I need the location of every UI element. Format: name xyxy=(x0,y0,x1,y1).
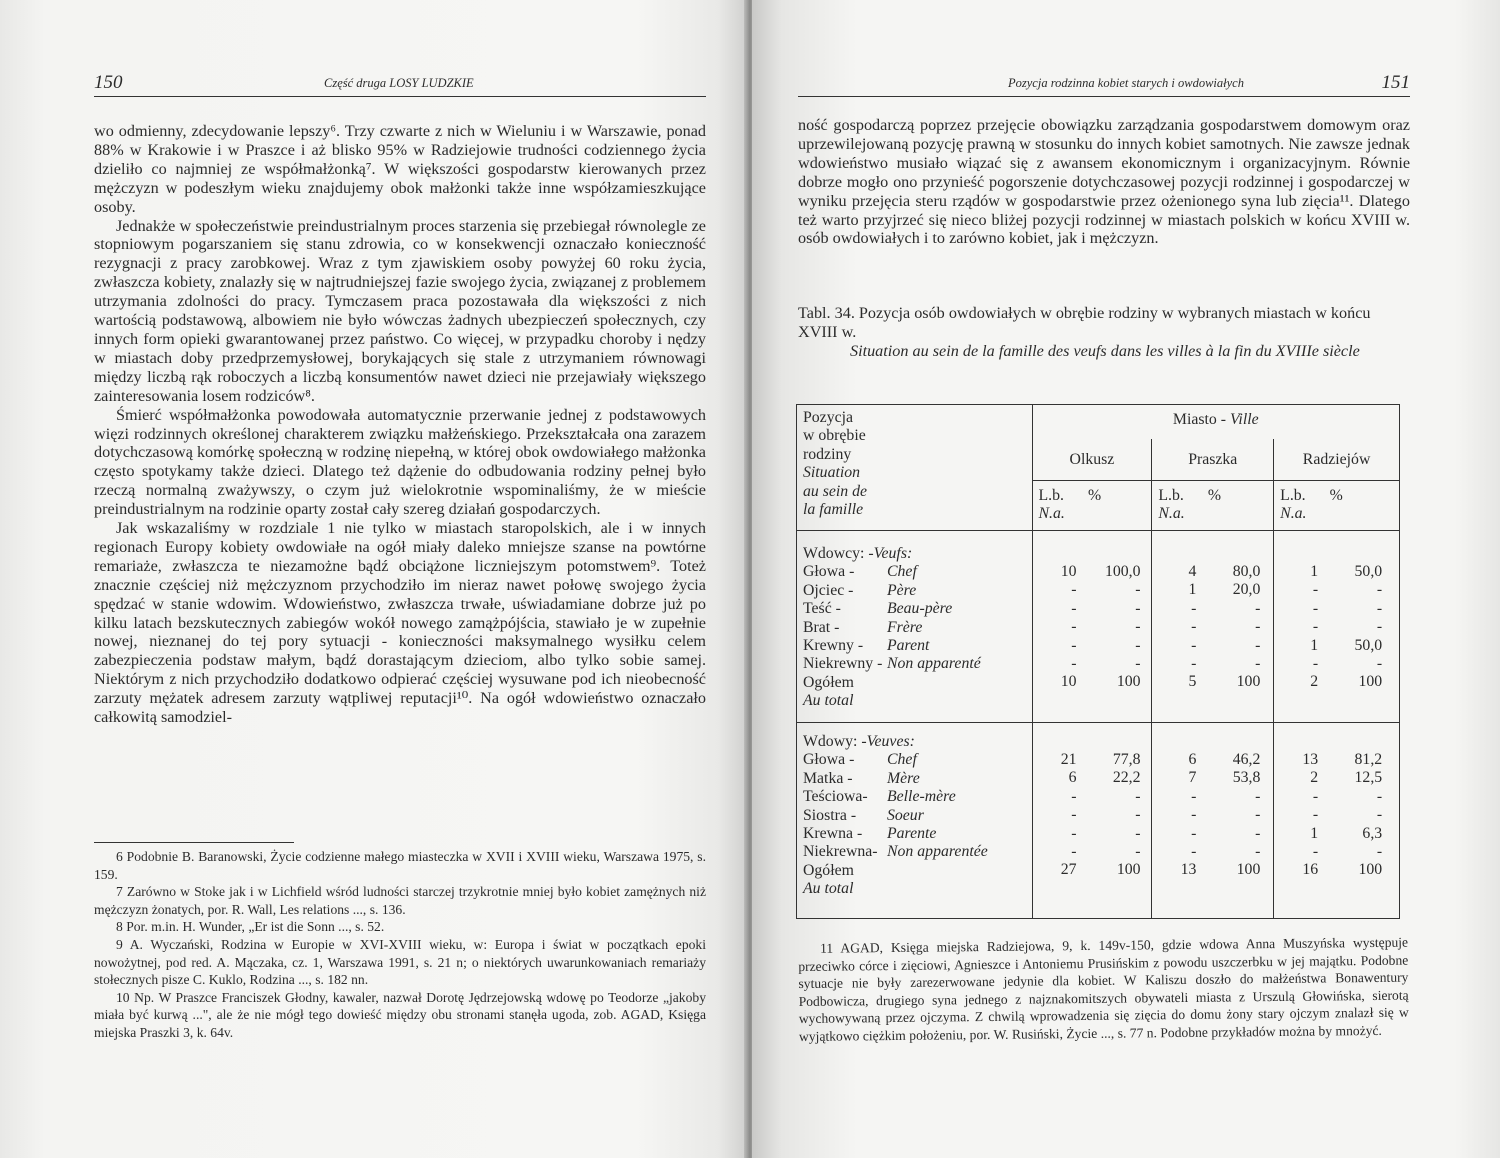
na-label: N.a. xyxy=(1038,505,1065,523)
row-label-pl: Matka - xyxy=(803,769,853,787)
lb-label: L.b. xyxy=(1280,487,1306,504)
city-header-pl: Miasto - xyxy=(1172,411,1230,428)
percent-value: 100 xyxy=(1116,861,1141,879)
row-label-fr: Non apparentée xyxy=(887,843,988,861)
paragraph: Jak wskazaliśmy w rozdziale 1 nie tylko w miastach staropolskich, ale i w innych regionach Europy kobiety owdowiałe na ogół miały daleko mniejsze szanse na powtórne remariaże, zwłaszcza te niezamożne bądź obciążone liczniejszym potomstwem⁹. Toteż znacznie częściej niż mężczyznom przychodziło im nieraz nawet połowę swojego życia spędzać w stanie wdowim. Wdowieństwo, zwłaszcza trwałe, uświadamiane dobrze już po kilku latach bezskutecznych zabiegów wokół nowego zamążpójścia, stawiało je w zupełnie nowej, nieznanej do tej pory sytuacji - konieczności maksymalnego wysiłku celem zabezpieczenia podstaw małym, bądź dorastającym dzieciom, albo tylko sobie samej. Niektórym z nich przychodziło dodatkowo odpierać częściej wysuwane pod ich nieobecność zarzuty mężatek adresem zarzuty wątpliwej reputacji¹⁰. Na ogół wdowieństwo oznaczało całkowitą samodziel- xyxy=(94,519,706,727)
row-label-fr: Père xyxy=(887,581,917,599)
count-value: - xyxy=(1071,654,1077,672)
value-row xyxy=(1152,581,1273,599)
percent-value: - xyxy=(1255,824,1261,842)
percent-value: - xyxy=(1376,806,1383,824)
row-label-fr: Parente xyxy=(887,825,937,843)
value-row xyxy=(1274,788,1399,806)
total-label-pl: Ogółem xyxy=(803,673,854,691)
header-line: Pozycja xyxy=(803,409,854,426)
subheader-olkusz xyxy=(1032,481,1152,531)
percent-value: - xyxy=(1135,581,1141,599)
left-footnotes xyxy=(94,848,706,1042)
percent-value: 100 xyxy=(1358,861,1383,879)
value-row xyxy=(1152,563,1273,581)
value-column xyxy=(1033,751,1152,880)
value-row xyxy=(1152,843,1273,861)
footnote: 6 Podobnie B. Baranowski, Życie codzienne małego miasteczka w XVII i XVIII wieku, Warszawa 1975, s. 159. xyxy=(94,849,706,882)
row-label xyxy=(803,751,1026,769)
value-column xyxy=(1274,563,1399,692)
table-caption-fr: Situation au sein de la famille des veufs dans les villes à la fin du XVIIIe siècle xyxy=(850,341,1360,360)
header-line: la famille xyxy=(803,501,864,519)
percent-value: 77,8 xyxy=(1112,751,1141,768)
value-row xyxy=(1033,563,1152,581)
row-label-fr: Chef xyxy=(887,563,917,581)
percent-value: 22,2 xyxy=(1112,769,1141,787)
table-34 xyxy=(796,404,1400,919)
na-label: N.a. xyxy=(1158,505,1185,523)
value-row xyxy=(1033,618,1152,636)
section-title-fr: Veuves: xyxy=(866,733,915,750)
olkusz-widowers xyxy=(1032,531,1152,723)
right-footnotes xyxy=(798,934,1409,1046)
count-value: - xyxy=(1191,636,1197,654)
table-caption xyxy=(798,304,1410,361)
count-value: - xyxy=(1071,599,1077,617)
percent-value: - xyxy=(1135,654,1141,672)
count-value: 5 xyxy=(1188,673,1197,691)
widows-labels xyxy=(797,723,1033,919)
row-label xyxy=(803,655,1026,673)
value-row xyxy=(1274,563,1399,581)
olkusz-widows xyxy=(1032,723,1152,919)
paragraph: wo odmienny, zdecydowanie lepszy⁶. Trzy czwarte z nich w Wieluniu i w Warszawie, ponad 88% w Krakowie i w Praszce i aż blisko 95% w Radziejowie trudności codziennego życia dzieliło co najmniej ze współmałżonką⁷. W większości gospodarstw kierowanych przez mężczyzn w podeszłym wieku znajdujemy obok małżonki także inne współzamieszkujące osoby. xyxy=(94,122,706,216)
footnote: 7 Zarówno w Stoke jak i w Lichfield wśród ludności starczej trzykrotnie mniej było kobiet zamężnych niż mężczyzn żonatych, por. R. Wall, Les relations ..., s. 136. xyxy=(94,884,706,917)
percent-value: 50,0 xyxy=(1354,636,1383,654)
section-title-pl: Wdowy: - xyxy=(803,733,867,750)
value-row xyxy=(1274,581,1399,599)
header-line: Situation xyxy=(803,464,861,482)
value-row xyxy=(1033,673,1152,691)
row-label xyxy=(803,807,1026,825)
pct-label: % xyxy=(1207,487,1221,504)
percent-value: - xyxy=(1135,824,1141,842)
value-row xyxy=(1152,600,1273,618)
footnote: 9 A. Wyczański, Rodzina w Europie w XVI-XVIII wieku, w: Europa i świat w początkach epoki nowożytnej, pod red. A. Mączaka, cz. 1, Warszawa 1991, s. 21 n; o niektórych uwarunkowaniach remariaży stołecznych pisze C. Kuklo, Rodzina ..., s. 182 nn. xyxy=(94,936,706,988)
value-column xyxy=(1033,563,1152,692)
count-value: 13 xyxy=(1180,861,1197,879)
value-row xyxy=(1033,806,1152,824)
percent-value: 12,5 xyxy=(1354,769,1383,787)
value-row xyxy=(1033,637,1152,655)
row-label-pl: Krewny - xyxy=(803,637,864,655)
paragraph: Jednakże w społeczeństwie preindustrialnym proces starzenia się przebiegał równolegle ze stopniowym pogarszaniem się stanu zdrowia, co w konsekwencji oznaczało konieczność rezygnacji z pracy zarobkowej. Wraz z tym zjawiskiem osoby powyżej 60 roku życia, zwłaszcza kobiety, znalazły się w najtrudniejszej fazie swojego życia, związanej z problemem utrzymania zdolności do pracy. Tymczasem praca pozostawała dla większości z nich wartością podstawową, albowiem nie było wówczas żadnych ubezpieczeń społecznych, czy innych form opieki gwarantowanej przez państwo. Co więcej, w przypadku choroby i nędzy w miastach doby przedprzemysłowej, borykających się stale z utrzymaniem równowagi między liczbą rąk roboczych a liczbą konsumentów nawet dzieci nie przejawiały większego zainteresowania losem rodziców⁸. xyxy=(94,216,706,405)
subheader-praszka xyxy=(1152,481,1274,531)
running-title: Pozycja rodzinna kobiet starych i owdowiałych xyxy=(1008,76,1244,90)
value-row xyxy=(1274,843,1399,861)
row-label-pl: Niekrewny - xyxy=(803,655,883,673)
count-value: - xyxy=(1191,654,1197,672)
section-title-fr: Veufs: xyxy=(873,545,913,562)
pct-label: % xyxy=(1087,487,1102,504)
count-value: 10 xyxy=(1060,563,1077,580)
percent-value: 46,2 xyxy=(1232,751,1261,768)
value-row xyxy=(1033,861,1152,879)
count-value: 1 xyxy=(1310,636,1319,654)
right-page xyxy=(752,0,1500,1158)
count-value: 1 xyxy=(1310,824,1319,842)
footnote: 8 Por. m.in. H. Wunder, „Er ist die Sonn ..., s. 52. xyxy=(116,919,385,935)
praszka-widows xyxy=(1152,723,1274,919)
value-row xyxy=(1274,825,1399,843)
count-value: 16 xyxy=(1302,861,1319,879)
percent-value: - xyxy=(1255,636,1261,654)
percent-value: 100 xyxy=(1236,861,1261,879)
row-label xyxy=(803,770,1026,788)
value-row xyxy=(1152,637,1273,655)
percent-value: - xyxy=(1255,787,1261,805)
running-title: Część druga LOSY LUDZKIE xyxy=(324,76,474,90)
percent-value: - xyxy=(1135,806,1141,824)
footnote-rule xyxy=(94,842,294,843)
value-row xyxy=(1152,673,1273,691)
count-value: - xyxy=(1071,618,1077,636)
row-label-pl: Teść - xyxy=(803,600,841,618)
row-label-pl: Głowa - xyxy=(803,563,855,581)
value-row xyxy=(1152,861,1273,879)
row-label-pl: Teściowa- xyxy=(803,788,868,806)
value-row xyxy=(1274,751,1399,769)
count-value: - xyxy=(1071,824,1077,842)
town-praszka: Praszka xyxy=(1152,439,1274,481)
percent-value: 53,8 xyxy=(1232,769,1261,787)
percent-value: - xyxy=(1376,581,1383,599)
total-label-pl: Ogółem xyxy=(803,861,854,879)
row-label xyxy=(803,619,1026,637)
count-value: 1 xyxy=(1310,563,1319,580)
row-label xyxy=(803,825,1026,843)
count-value: 4 xyxy=(1188,563,1197,580)
count-value: - xyxy=(1312,654,1319,672)
percent-value: 100 xyxy=(1236,673,1261,691)
count-value: - xyxy=(1312,599,1319,617)
row-label xyxy=(803,637,1026,655)
count-value: - xyxy=(1071,581,1077,599)
total-label-fr: Au total xyxy=(803,880,854,898)
radziejow-widows xyxy=(1274,723,1400,919)
percent-value: - xyxy=(1135,599,1141,617)
value-row xyxy=(1033,751,1152,769)
row-label-fr: Belle-mère xyxy=(887,788,956,806)
count-value: - xyxy=(1071,787,1077,805)
count-value: - xyxy=(1312,581,1319,599)
percent-value: 50,0 xyxy=(1354,563,1383,580)
count-value: 1 xyxy=(1188,581,1197,599)
percent-value: - xyxy=(1255,842,1261,860)
section-title-pl: Wdowcy: - xyxy=(803,545,874,562)
row-label xyxy=(803,843,1026,861)
total-label-fr: Au total xyxy=(803,692,854,710)
percent-value: - xyxy=(1376,618,1383,636)
value-column xyxy=(1152,563,1273,692)
row-label-fr: Chef xyxy=(887,751,917,769)
percent-value: 100 xyxy=(1116,673,1141,691)
header-line: rodziny xyxy=(803,445,852,463)
count-value: - xyxy=(1191,842,1197,860)
count-value: 2 xyxy=(1310,769,1319,787)
percent-value: - xyxy=(1376,787,1383,805)
row-label-pl: Ojciec - xyxy=(803,581,854,599)
na-label: N.a. xyxy=(1280,505,1307,523)
count-value: - xyxy=(1312,618,1319,636)
subheader-radziejow xyxy=(1274,481,1400,531)
percent-value: - xyxy=(1255,654,1261,672)
city-header-fr: Ville xyxy=(1229,411,1259,428)
left-page xyxy=(0,0,748,1158)
count-value: 21 xyxy=(1060,751,1077,768)
count-value: 7 xyxy=(1188,769,1197,787)
widows-section xyxy=(797,723,1400,919)
value-row xyxy=(1274,861,1399,879)
row-label-fr: Beau-père xyxy=(887,600,953,618)
value-row xyxy=(1152,618,1273,636)
percent-value: - xyxy=(1135,618,1141,636)
value-row xyxy=(1033,825,1152,843)
row-label-fr: Frère xyxy=(887,618,923,636)
count-value: - xyxy=(1312,842,1319,860)
percent-value: 6,3 xyxy=(1362,824,1383,842)
widowers-section xyxy=(797,531,1400,723)
count-value: - xyxy=(1191,618,1197,636)
city-header xyxy=(1032,405,1399,439)
value-row xyxy=(1033,769,1152,787)
percent-value: - xyxy=(1135,636,1141,654)
lb-label: L.b. xyxy=(1158,487,1184,504)
value-row xyxy=(1274,769,1399,787)
row-label-pl: Głowa - xyxy=(803,751,855,769)
value-row xyxy=(1274,655,1399,673)
row-label xyxy=(803,582,1026,600)
row-label-fr: Non apparenté xyxy=(887,655,981,673)
value-row xyxy=(1033,788,1152,806)
count-value: - xyxy=(1071,806,1077,824)
percent-value: - xyxy=(1255,806,1261,824)
count-value: - xyxy=(1312,787,1319,805)
value-row xyxy=(1274,618,1399,636)
row-label xyxy=(803,600,1026,618)
value-column xyxy=(1274,751,1399,880)
row-label xyxy=(803,563,1026,581)
paragraph: ność gospodarczą poprzez przejęcie obowiązku zarządzania gospodarstwem domowym oraz uprzewilejowaną pozycję prawną w stosunku do innych kobiet samotnych. Nie zawsze jednak wdowieństwo musiało wiązać się z awansem ekonomicznym i organizacyjnym. Równie dobrze mogło ono przynieść pogorszenie dotychczasowej pozycji rodzinnej i gospodarczej w wyniku przejęcia steru rządów w gospodarstwie przez ożenionego syna lub zięcia¹¹. Dlatego też warto przyjrzeć się nieco bliżej pozycji rodzinnej w miastach polskich w końcu XVIII w. osób owdowiałych i to zarówno kobiet, jak i mężczyzn. xyxy=(798,116,1410,248)
count-value: 27 xyxy=(1060,861,1077,879)
percent-value: - xyxy=(1135,842,1141,860)
row-label-list xyxy=(803,751,1026,861)
row-label-pl: Siostra - xyxy=(803,806,857,824)
row-label-fr: Parent xyxy=(887,637,930,655)
left-page-header xyxy=(94,72,706,97)
count-value: - xyxy=(1071,842,1077,860)
percent-value: - xyxy=(1255,618,1261,636)
count-value: - xyxy=(1191,787,1197,805)
count-value: 13 xyxy=(1302,751,1319,768)
value-row xyxy=(1274,673,1399,691)
value-row xyxy=(1152,825,1273,843)
pct-label: % xyxy=(1329,487,1343,504)
value-row xyxy=(1152,788,1273,806)
row-label-fr: Soeur xyxy=(887,806,924,824)
row-label-fr: Mère xyxy=(887,769,920,787)
left-body-text xyxy=(94,122,706,727)
praszka-widowers xyxy=(1152,531,1274,723)
row-label-list xyxy=(803,563,1026,673)
count-value: - xyxy=(1071,636,1077,654)
count-value: - xyxy=(1191,599,1197,617)
count-value: - xyxy=(1312,806,1319,824)
value-row xyxy=(1152,655,1273,673)
percent-value: 81,2 xyxy=(1354,751,1383,768)
percent-value: 20,0 xyxy=(1232,581,1261,599)
value-row xyxy=(1274,637,1399,655)
count-value: 6 xyxy=(1188,751,1197,768)
town-radziejow: Radziejów xyxy=(1274,439,1400,481)
page-number: 151 xyxy=(1381,72,1410,93)
row-label-pl: Niekrewna- xyxy=(803,843,878,861)
percent-value: - xyxy=(1255,599,1261,617)
page-number: 150 xyxy=(94,72,123,93)
count-value: 6 xyxy=(1068,769,1077,787)
count-value: - xyxy=(1191,824,1197,842)
value-row xyxy=(1033,843,1152,861)
percent-value: - xyxy=(1135,787,1141,805)
value-row xyxy=(1033,600,1152,618)
row-label-pl: Krewna - xyxy=(803,825,863,843)
row-label-pl: Brat - xyxy=(803,618,840,636)
percent-value: 100,0 xyxy=(1104,563,1141,580)
percent-value: 80,0 xyxy=(1232,563,1261,580)
percent-value: - xyxy=(1376,599,1383,617)
value-row xyxy=(1033,655,1152,673)
header-line: au sein de xyxy=(803,482,868,500)
percent-value: - xyxy=(1376,654,1383,672)
value-row xyxy=(1152,806,1273,824)
header-line: w obrębie xyxy=(803,427,866,445)
right-page-header xyxy=(798,72,1410,97)
footnote: 11 AGAD, Księga miejska Radziejowa, 9, k. 149v-150, gdzie wdowa Anna Muszyńska występuje przeciwko córce i zięciowi, Agnieszce i Antoniemu Prusińskim z powodu uszczerbku w jej majątku. Podobne sytuacje nie były zarezerwowane jedynie dla kobiet. W Kaliszu doszło do małżeństwa Bonawentury Podbowicza, drugiego syna jednego z najznakomitszych obywateli miasta z Urszulą Głowińska, sierotą wychowywaną przez ojczyma. Z chwilą wprowadzenia się zięcia do domu żony stary ojczym znalazł się w wyjątkowo ciężkim położeniu, por. W. Rusiński, Życie ..., s. 77 n. Podobne przykładów można by mnożyć. xyxy=(798,934,1409,1044)
count-value: - xyxy=(1191,806,1197,824)
value-row xyxy=(1152,769,1273,787)
paragraph: Śmierć współmałżonka powodowała automatycznie przerwanie jednej z podstawowych więzi rodzinnych określonej charakterem związku małżeńskiego. Przekształcała ona zarazem dotychczasową komórkę społeczną w rodzinę niepełną, w której obok owdowiałego małżonka często spotykamy także dzieci. Dlatego też dążenie do odbudowania rodziny pełnej było rzeczą normalną zważywszy, o czym już wielokrotnie wspominaliśmy, że w mieście preindustrialnym na rodzinie oparty został cały szereg działań gospodarczych. xyxy=(94,405,706,519)
value-row xyxy=(1274,600,1399,618)
value-column xyxy=(1152,751,1273,880)
value-row xyxy=(1274,806,1399,824)
count-value: 2 xyxy=(1310,673,1319,691)
count-value: 10 xyxy=(1060,673,1077,691)
percent-value: - xyxy=(1376,842,1383,860)
value-row xyxy=(1033,581,1152,599)
right-body-text xyxy=(798,116,1410,248)
footnote: 10 Np. W Praszce Franciszek Głodny, kawaler, nazwał Dorotę Jędrzejowską wdowę po Teodorze „jakoby miała być kurwą ...", ale że nie mógł tego dowieść między obu stronami stanęła ugoda, zob. AGAD, Księga miejska Praszki 3, k. 64v. xyxy=(94,989,706,1040)
lb-label: L.b. xyxy=(1038,487,1064,504)
table-caption-pl: Tabl. 34. Pozycja osób owdowiałych w obrębie rodziny w wybranych miastach w końcu XVIII w. xyxy=(798,304,1371,341)
percent-value: 100 xyxy=(1358,673,1383,691)
row-header-cell xyxy=(797,405,1033,531)
widowers-labels xyxy=(797,531,1033,723)
value-row xyxy=(1152,751,1273,769)
town-olkusz: Olkusz xyxy=(1032,439,1152,481)
row-label xyxy=(803,788,1026,806)
radziejow-widowers xyxy=(1274,531,1400,723)
